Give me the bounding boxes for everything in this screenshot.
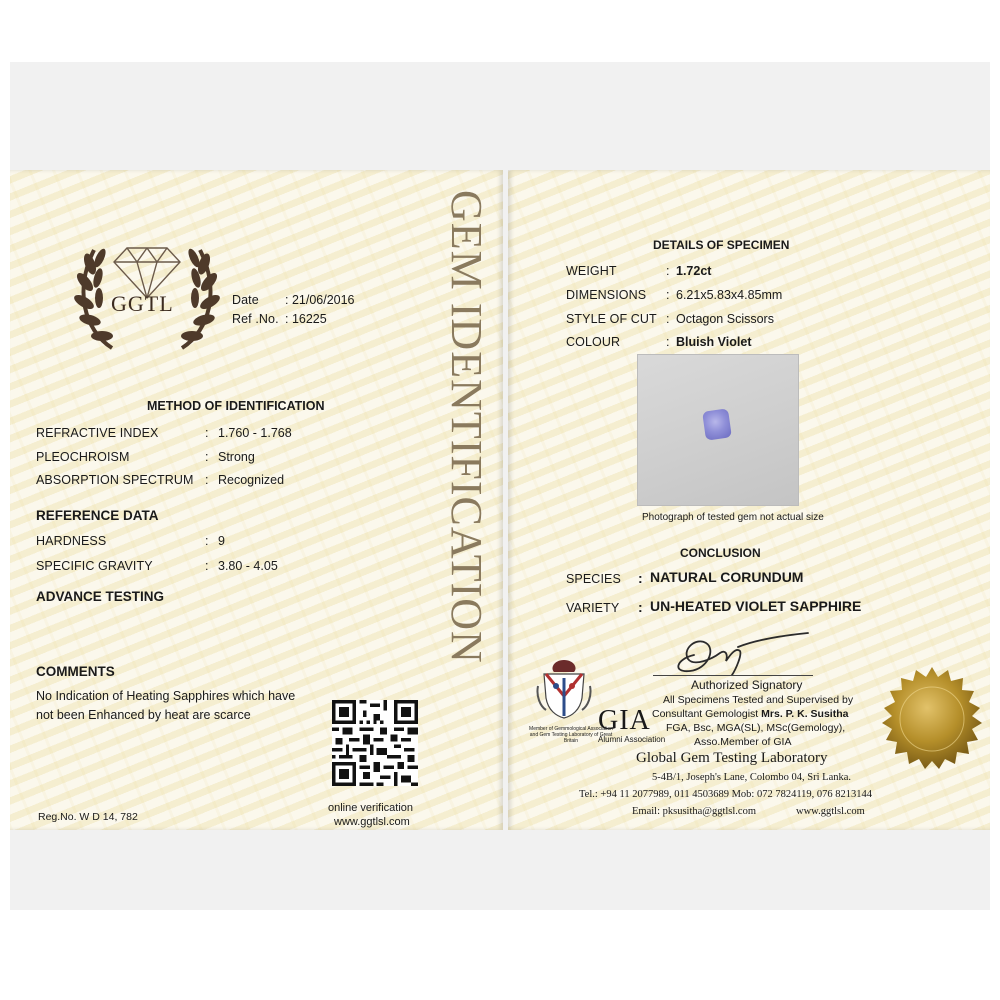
signatory-line-4: Asso.Member of GIA xyxy=(694,736,792,748)
absorption-spectrum-value: Recognized xyxy=(218,473,285,487)
signature-line xyxy=(653,675,813,676)
signatory-line-3: FGA, Bsc, MGA(SL), MSc(Gemology), xyxy=(666,722,846,734)
date-value: : 21/06/2016 xyxy=(285,293,355,307)
colon: : xyxy=(205,426,209,440)
ref-label: Ref .No. xyxy=(232,312,279,326)
spine-title: GEM IDENTIFICATION xyxy=(442,190,491,664)
lab-phone: Tel.: +94 11 2077989, 011 4503689 Mob: 072 7824119, 076 8213144 xyxy=(579,789,873,800)
spine xyxy=(440,190,500,810)
qr-code-icon[interactable] xyxy=(332,700,418,786)
lab-email[interactable]: Email: pksusitha@ggtlsl.com xyxy=(632,806,756,817)
gia-logo: GIA xyxy=(598,705,651,736)
specimen-heading: DETAILS OF SPECIMEN xyxy=(653,238,790,252)
pleochroism-label: PLEOCHROISM xyxy=(36,450,130,464)
colon: : xyxy=(666,264,670,278)
lab-website[interactable]: www.ggtlsl.com xyxy=(796,806,865,817)
comments-line-2: not been Enhanced by heat are scarce xyxy=(36,708,251,722)
weight-label: WEIGHT xyxy=(566,264,617,278)
colon: : xyxy=(205,450,209,464)
photo-caption: Photograph of tested gem not actual size xyxy=(642,512,824,523)
conclusion-heading: CONCLUSION xyxy=(680,546,761,560)
signatory-title: Authorized Signatory xyxy=(691,678,803,692)
dimensions-value: 6.21x5.83x4.85mm xyxy=(676,288,783,302)
crest-icon xyxy=(536,656,592,722)
colon: : xyxy=(666,335,670,349)
signatory-line-1: All Specimens Tested and Supervised by xyxy=(663,694,854,706)
signatory-line-2 xyxy=(652,708,848,720)
dimensions-label: DIMENSIONS xyxy=(566,288,647,302)
left-page xyxy=(10,170,503,830)
specific-gravity-label: SPECIFIC GRAVITY xyxy=(36,559,153,573)
colour-label: COLOUR xyxy=(566,335,621,349)
style-of-cut-label: STYLE OF CUT xyxy=(566,312,657,326)
lab-address: 5-4B/1, Joseph's Lane, Colombo 04, Sri Lanka. xyxy=(652,772,852,783)
gem-stone-icon xyxy=(702,408,732,440)
ref-value: : 16225 xyxy=(285,312,327,326)
colon: : xyxy=(205,559,209,573)
variety-label: VARIETY xyxy=(566,601,620,615)
reference-heading: REFERENCE DATA xyxy=(36,508,159,523)
right-page xyxy=(508,170,990,830)
colour-value: Bluish Violet xyxy=(676,335,752,349)
method-heading: METHOD OF IDENTIFICATION xyxy=(147,399,325,413)
reg-number: Reg.No. W D 14, 782 xyxy=(38,811,138,823)
species-value: NATURAL CORUNDUM xyxy=(650,569,804,585)
specific-gravity-value: 3.80 - 4.05 xyxy=(218,559,278,573)
gia-subtitle: Alumni Association xyxy=(598,735,666,744)
absorption-spectrum-label: ABSORPTION SPECTRUM xyxy=(36,473,194,487)
colon: : xyxy=(205,534,209,548)
colon: : xyxy=(638,599,643,615)
signature-icon xyxy=(668,625,818,677)
gold-seal-icon xyxy=(878,665,986,773)
variety-value: UN-HEATED VIOLET SAPPHIRE xyxy=(650,598,862,614)
style-of-cut-value: Octagon Scissors xyxy=(676,312,774,326)
verification-url[interactable]: www.ggtlsl.com xyxy=(334,816,410,828)
gem-photo xyxy=(638,355,798,505)
colon: : xyxy=(638,570,643,586)
advance-testing-heading: ADVANCE TESTING xyxy=(36,589,165,604)
colon: : xyxy=(666,288,670,302)
species-label: SPECIES xyxy=(566,572,621,586)
pleochroism-value: Strong xyxy=(218,450,255,464)
refractive-index-value: 1.760 - 1.768 xyxy=(218,426,292,440)
date-label: Date xyxy=(232,293,259,307)
hardness-label: HARDNESS xyxy=(36,534,107,548)
hardness-value: 9 xyxy=(218,534,225,548)
weight-value: 1.72ct xyxy=(676,264,712,278)
verification-text: online verification xyxy=(328,802,413,814)
ggtl-logo xyxy=(72,220,222,355)
comments-heading: COMMENTS xyxy=(36,664,115,679)
comments-line-1: No Indication of Heating Sapphires which have xyxy=(36,689,296,703)
crest-caption: Member of Gemmological Association and Gem Testing Laboratory of Great Britain xyxy=(529,726,613,744)
logo-text: GGTL xyxy=(111,291,174,316)
signatory-prefix: Consultant Gemologist xyxy=(652,708,762,720)
signatory-name: Mrs. P. K. Susitha xyxy=(761,708,849,720)
colon: : xyxy=(205,473,209,487)
colon: : xyxy=(666,312,670,326)
lab-name: Global Gem Testing Laboratory xyxy=(636,750,828,766)
refractive-index-label: REFRACTIVE INDEX xyxy=(36,426,159,440)
